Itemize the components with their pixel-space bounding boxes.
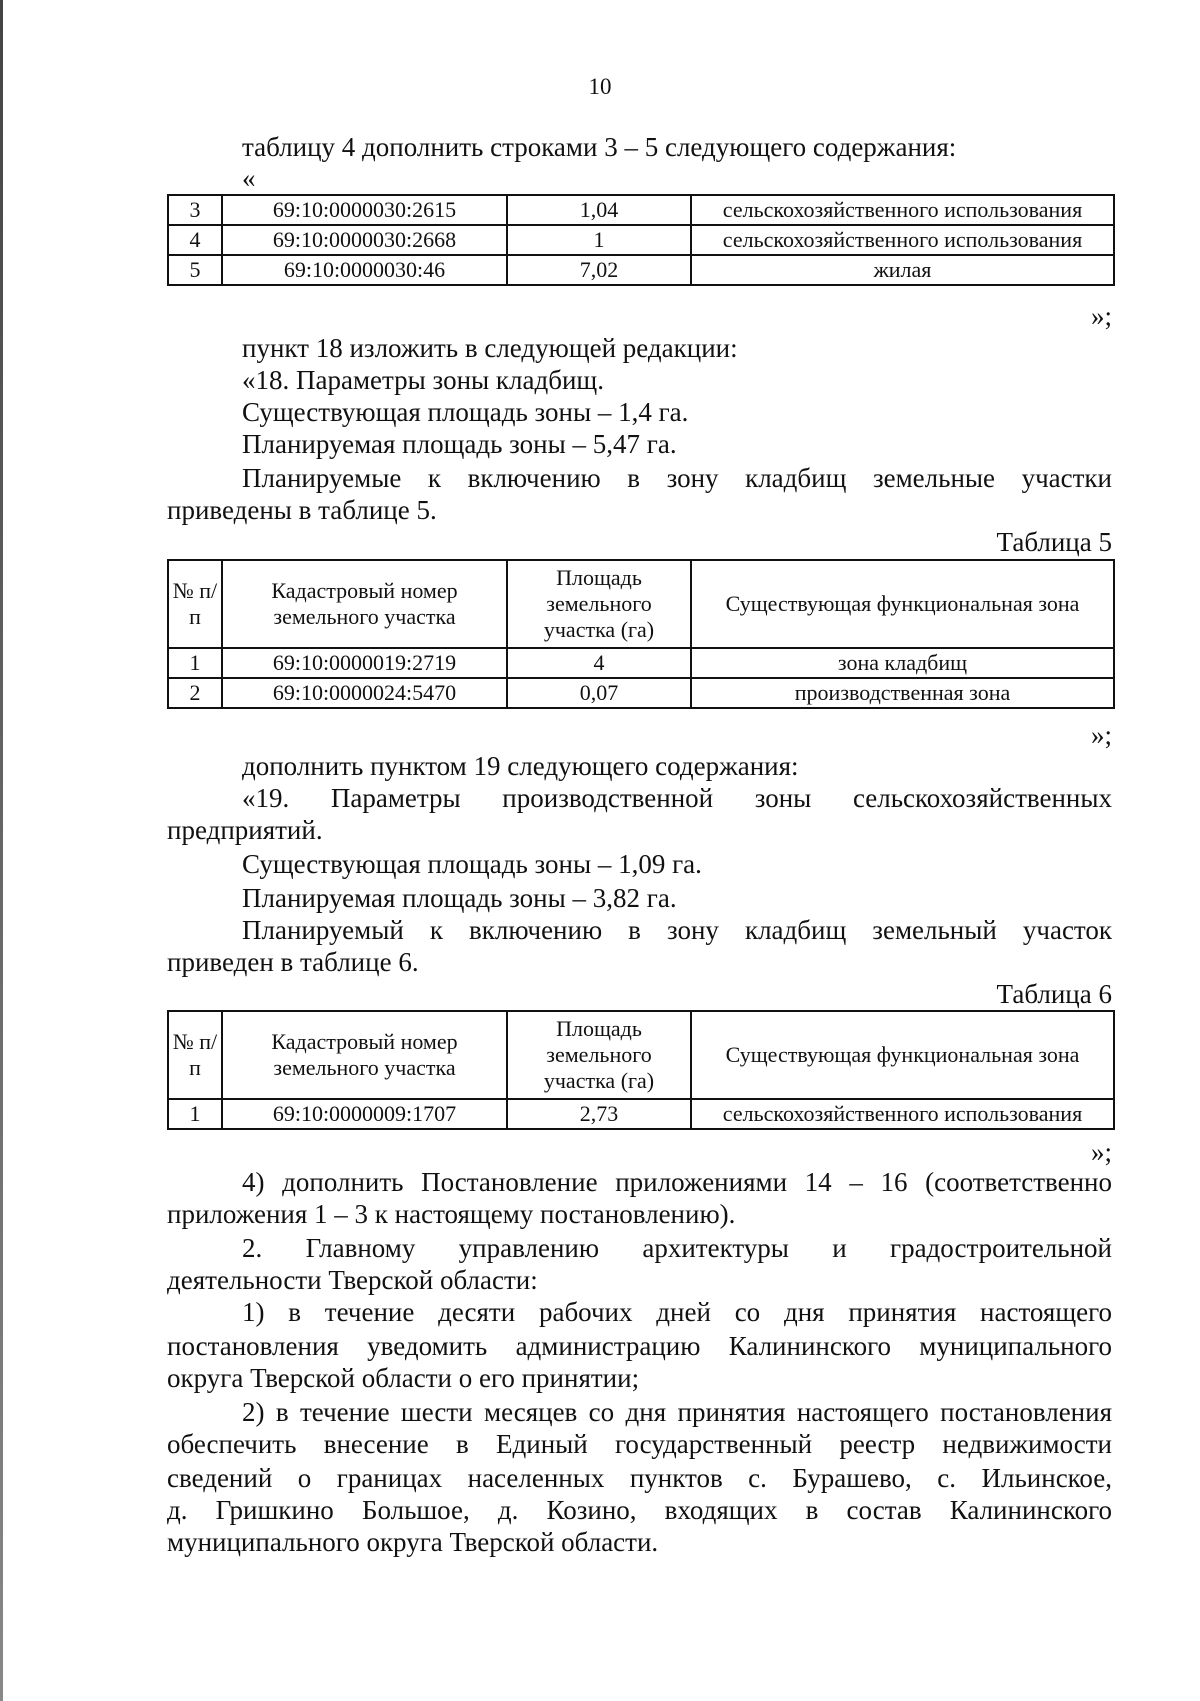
- table-row: [168, 648, 1114, 678]
- header-zone: Существующая функциональная зона: [691, 1011, 1114, 1099]
- close-quote: »;: [1090, 720, 1112, 750]
- p2-1-text-2: постановления уведомить администрацию Калининского муниципального: [167, 1331, 1112, 1361]
- header-area: Площадь земельного участка (га): [507, 560, 691, 648]
- row-number: 1: [168, 1099, 222, 1129]
- table5-caption: Таблица 5: [996, 527, 1112, 557]
- row-number: 5: [168, 255, 222, 285]
- close-quote: »;: [1090, 301, 1112, 331]
- point18-intro: пункт 18 изложить в следующей редакции:: [242, 333, 738, 363]
- header-zone: Существующая функциональная зона: [691, 560, 1114, 648]
- p2-2-text-end: муниципального округа Тверской области.: [167, 1527, 659, 1557]
- p2-2-text-3: сведений о границах населенных пунктов с. Бурашево, с. Ильинское,: [167, 1463, 1112, 1493]
- table5-body: [168, 560, 1114, 708]
- point19-intro: дополнить пунктом 19 следующего содержания:: [242, 751, 799, 781]
- table-row: [168, 1099, 1114, 1129]
- p2-1-text-end: округа Тверской области о его принятии;: [167, 1363, 640, 1393]
- item4-text-end: приложения 1 – 3 к настоящему постановлению).: [167, 1199, 736, 1229]
- table4-body: [168, 195, 1114, 285]
- functional-zone: производственная зона: [691, 678, 1114, 708]
- p2-text: 2. Главному управлению архитектуры и градостроительной: [242, 1233, 1112, 1263]
- header-cadastral: Кадастровый номер земельного участка: [222, 560, 507, 648]
- cadastral-number: 69:10:0000030:2668: [222, 225, 507, 255]
- cadastral-number: 69:10:0000030:46: [222, 255, 507, 285]
- item4-text: 4) дополнить Постановление приложениями 14 – 16 (соответственно: [242, 1167, 1112, 1197]
- functional-zone: жилая: [691, 255, 1114, 285]
- row-number: 1: [168, 648, 222, 678]
- p2-1-text: 1) в течение десяти рабочих дней со дня принятия настоящего: [242, 1297, 1112, 1327]
- land-area: 1,04: [507, 195, 691, 225]
- p2-2-text: 2) в течение шести месяцев со дня принятия настоящего постановления: [242, 1397, 1112, 1427]
- table-6: [167, 1010, 1115, 1130]
- cadastral-number: 69:10:0000030:2615: [222, 195, 507, 225]
- table6-caption: Таблица 6: [996, 979, 1112, 1009]
- table-row: [168, 678, 1114, 708]
- row-number: 3: [168, 195, 222, 225]
- point18-planned-area: Планируемая площадь зоны – 5,47 га.: [242, 429, 677, 459]
- land-area: 7,02: [507, 255, 691, 285]
- p2-text-end: деятельности Тверской области:: [167, 1265, 538, 1295]
- table-5: [167, 559, 1115, 709]
- point19-title: «19. Параметры производственной зоны сельскохозяйственных: [242, 783, 1112, 813]
- table-header-row: [168, 1011, 1114, 1099]
- table-row: [168, 255, 1114, 285]
- functional-zone: сельскохозяйственного использования: [691, 195, 1114, 225]
- land-area: 2,73: [507, 1099, 691, 1129]
- p2-2-text-4: д. Гришкино Большое, д. Козино, входящих в состав Калининского: [167, 1495, 1112, 1525]
- point18-text-end: приведены в таблице 5.: [167, 495, 437, 525]
- point18-title: «18. Параметры зоны кладбищ.: [242, 365, 604, 395]
- table4-intro: таблицу 4 дополнить строками 3 – 5 следующего содержания:: [242, 132, 957, 162]
- header-number: № п/п: [168, 1011, 222, 1099]
- table6-body: [168, 1011, 1114, 1129]
- land-area: 1: [507, 225, 691, 255]
- point19-planned-area: Планируемая площадь зоны – 3,82 га.: [242, 883, 677, 913]
- row-number: 2: [168, 678, 222, 708]
- point19-existing-area: Существующая площадь зоны – 1,09 га.: [242, 849, 702, 879]
- land-area: 0,07: [507, 678, 691, 708]
- open-quote: «: [242, 163, 256, 193]
- table-row: [168, 225, 1114, 255]
- functional-zone: сельскохозяйственного использования: [691, 1099, 1114, 1129]
- functional-zone: зона кладбищ: [691, 648, 1114, 678]
- functional-zone: сельскохозяйственного использования: [691, 225, 1114, 255]
- cadastral-number: 69:10:0000024:5470: [222, 678, 507, 708]
- header-cadastral: Кадастровый номер земельного участка: [222, 1011, 507, 1099]
- point18-existing-area: Существующая площадь зоны – 1,4 га.: [242, 397, 689, 427]
- point19-text: Планируемый к включению в зону кладбищ земельный участок: [242, 915, 1112, 945]
- cadastral-number: 69:10:0000009:1707: [222, 1099, 507, 1129]
- header-number: № п/п: [168, 560, 222, 648]
- table-4: [167, 194, 1115, 286]
- row-number: 4: [168, 225, 222, 255]
- point19-text-end: приведен в таблице 6.: [167, 947, 419, 977]
- scan-edge: [0, 0, 3, 1701]
- point18-text: Планируемые к включению в зону кладбищ земельные участки: [242, 463, 1112, 493]
- header-area: Площадь земельного участка (га): [507, 1011, 691, 1099]
- page-number: 10: [588, 74, 612, 99]
- p2-2-text-2: обеспечить внесение в Единый государственный реестр недвижимости: [167, 1429, 1112, 1459]
- table-header-row: [168, 560, 1114, 648]
- table-row: [168, 195, 1114, 225]
- point19-title-end: предприятий.: [167, 815, 323, 845]
- close-quote: »;: [1090, 1137, 1112, 1167]
- cadastral-number: 69:10:0000019:2719: [222, 648, 507, 678]
- land-area: 4: [507, 648, 691, 678]
